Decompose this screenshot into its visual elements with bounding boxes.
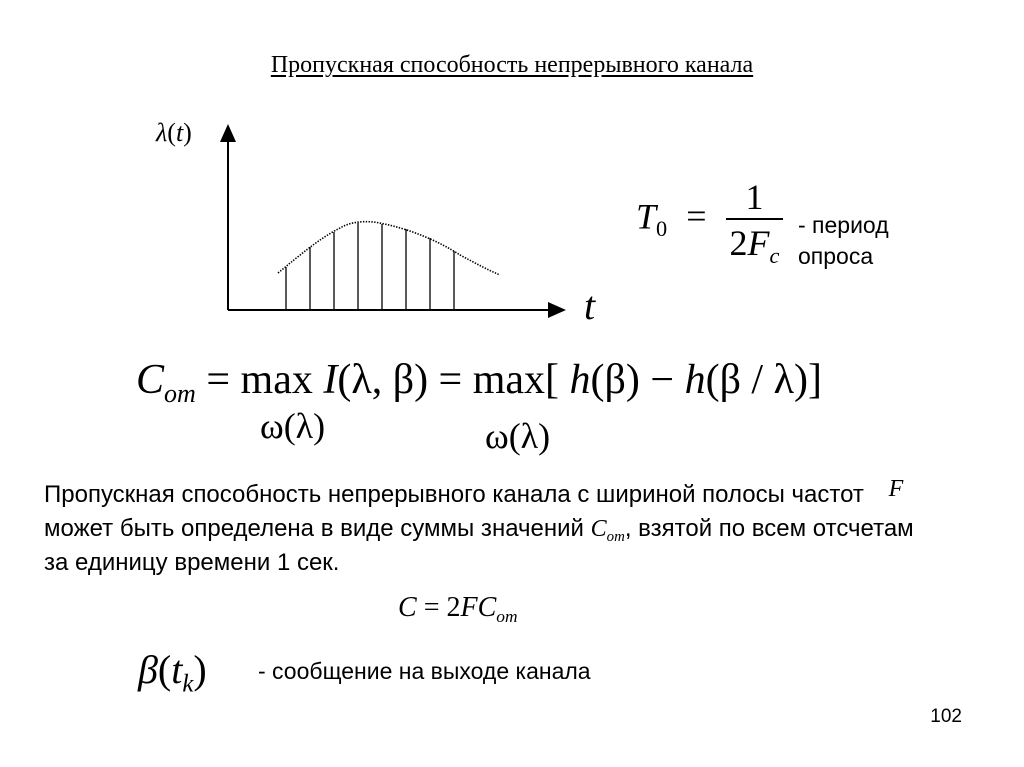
- message-formula: $\beta(t_k)$: [138, 647, 207, 698]
- page-number: 102: [930, 706, 962, 727]
- x-axis-label: t: [584, 283, 596, 328]
- period-formula: $T_0$ = $\frac{1}{2F_c}$: [636, 176, 783, 264]
- sampling-graph: [150, 110, 610, 330]
- description-paragraph: Пропускная способность непрерывного канала с шириной полосы частот F может быть определена в виде суммы значений $C_{от}$, взятой по всем отсчетам за единицу времени 1 сек.: [44, 476, 914, 576]
- capacity-formula: $C_{от} = \max I(\lambda$, β) = max[ h(β) − h(β / λ)]: [136, 357, 822, 409]
- y-axis-label: λ(t): [156, 118, 192, 147]
- period-description: - период опроса: [798, 212, 889, 269]
- capacity-under-2: ω(λ): [485, 416, 551, 456]
- capacity-under-1: ω(λ): [260, 406, 326, 446]
- total-capacity-formula: $C = 2FC_{от}$: [398, 592, 518, 627]
- sample-lines: [286, 223, 454, 310]
- message-description: - сообщение на выходе канала: [258, 658, 591, 684]
- slide-title: Пропускная способность непрерывного канала: [270, 52, 754, 78]
- signal-curve: [278, 222, 500, 275]
